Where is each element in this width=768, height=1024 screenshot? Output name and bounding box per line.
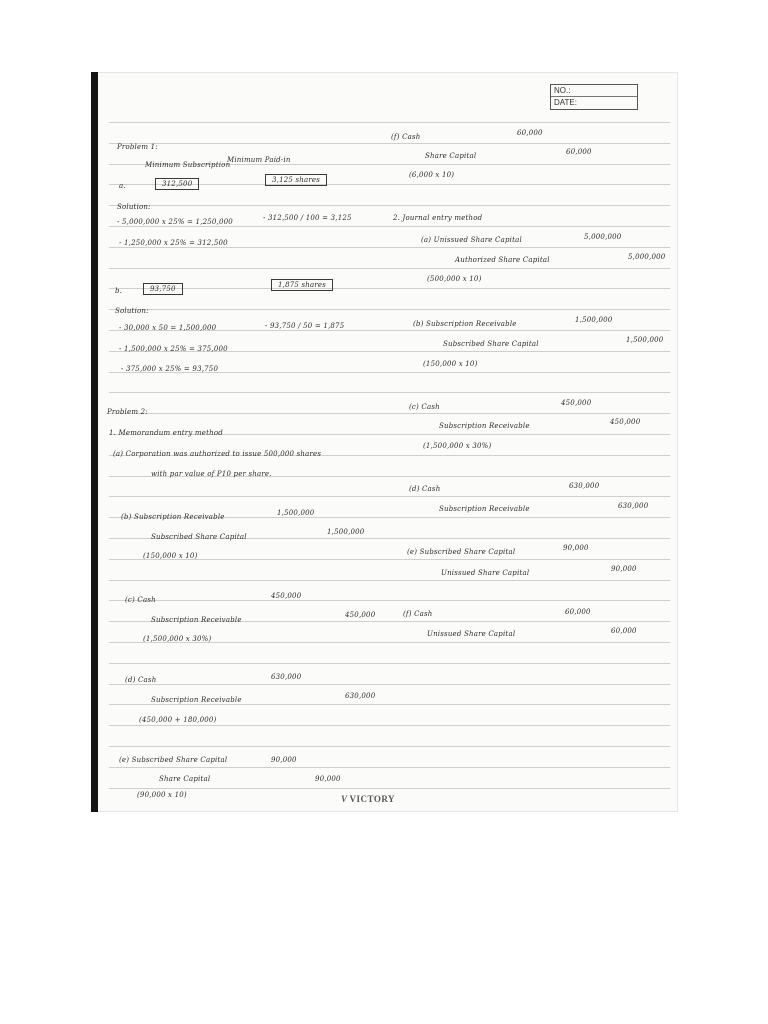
- right-line: 60,000: [517, 129, 543, 137]
- right-line: (c) Cash: [409, 403, 440, 411]
- right-line: (d) Cash: [409, 485, 441, 493]
- ruled-line: [109, 663, 670, 664]
- ruled-line: [109, 288, 670, 289]
- left-line: (150,000 x 10): [143, 552, 198, 560]
- left-line: - 93,750 / 50 = 1,875: [265, 322, 345, 330]
- left-line: 90,000: [315, 775, 341, 783]
- right-line: 60,000: [611, 627, 637, 635]
- brand-mark-icon: V: [341, 794, 348, 804]
- ruled-line: [109, 143, 670, 144]
- left-line: Subscribed Share Capital: [151, 533, 247, 541]
- left-line: 1,500,000: [277, 509, 315, 517]
- notebook-page: [91, 72, 678, 812]
- right-line: (a) Unissued Share Capital: [421, 236, 522, 244]
- left-line: a.: [119, 182, 126, 190]
- brand-name: VICTORY: [349, 794, 396, 804]
- left-line: b.: [115, 287, 123, 295]
- right-line: (150,000 x 10): [423, 360, 478, 368]
- left-line: (e) Subscribed Share Capital: [119, 756, 228, 764]
- left-line: 1,500,000: [327, 528, 365, 536]
- left-line: 450,000: [345, 611, 376, 619]
- left-line: Solution:: [115, 307, 149, 315]
- left-line: Solution:: [117, 203, 151, 211]
- left-line: 3,125 shares: [265, 174, 327, 186]
- left-line: 93,750: [143, 283, 183, 295]
- brand-logo: [341, 794, 395, 804]
- right-line: (b) Subscription Receivable: [413, 320, 517, 328]
- left-line: Subscription Receivable: [151, 696, 242, 704]
- ruled-line: [109, 767, 670, 768]
- right-line: Subscription Receivable: [439, 505, 530, 513]
- left-line: - 312,500 / 100 = 3,125: [263, 214, 352, 222]
- right-line: (f) Cash: [391, 133, 421, 141]
- no-label: NO.:: [551, 85, 637, 97]
- left-line: 1. Memorandum entry method: [109, 429, 223, 437]
- left-line: 630,000: [271, 673, 302, 681]
- right-line: 2. Journal entry method: [393, 214, 483, 222]
- right-line: 60,000: [566, 148, 592, 156]
- left-line: - 1,500,000 x 25% = 375,000: [119, 345, 228, 353]
- right-line: 5,000,000: [584, 233, 622, 241]
- ruled-line: [109, 268, 670, 269]
- ruled-line: [109, 704, 670, 705]
- left-line: Subscription Receivable: [151, 616, 242, 624]
- left-line: Share Capital: [159, 775, 211, 783]
- left-line: (c) Cash: [125, 596, 156, 604]
- right-line: (6,000 x 10): [409, 171, 455, 179]
- ruled-line: [109, 122, 670, 123]
- right-line: (500,000 x 10): [427, 275, 482, 283]
- right-line: 90,000: [563, 544, 589, 552]
- right-line: 1,500,000: [575, 316, 613, 324]
- left-line: 90,000: [271, 756, 297, 764]
- right-line: 1,500,000: [626, 336, 664, 344]
- ruled-line: [109, 580, 670, 581]
- ruled-line: [109, 496, 670, 497]
- ruled-line: [109, 725, 670, 726]
- no-date-box: [550, 84, 638, 110]
- ruled-line: [109, 392, 670, 393]
- right-line: Unissued Share Capital: [441, 569, 530, 577]
- page-binding-edge: [91, 72, 98, 812]
- ruled-line: [109, 247, 670, 248]
- ruled-line: [109, 746, 670, 747]
- right-line: Subscription Receivable: [439, 422, 530, 430]
- ruled-line: [109, 413, 670, 414]
- ruled-line: [109, 226, 670, 227]
- left-line: with par value of P10 per share.: [151, 470, 272, 478]
- left-line: - 5,000,000 x 25% = 1,250,000: [117, 218, 233, 226]
- right-line: Share Capital: [425, 152, 477, 160]
- left-line: (90,000 x 10): [137, 791, 187, 799]
- right-line: Subscribed Share Capital: [443, 340, 539, 348]
- left-line: Minimum Paid-in: [227, 156, 291, 164]
- left-line: Minimum Subscription: [145, 161, 231, 169]
- right-line: Authorized Share Capital: [455, 256, 550, 264]
- left-line: Problem 1:: [117, 143, 158, 151]
- left-line: 450,000: [271, 592, 302, 600]
- right-line: 60,000: [565, 608, 591, 616]
- right-line: Unissued Share Capital: [427, 630, 516, 638]
- left-line: (450,000 + 180,000): [139, 716, 217, 724]
- right-line: 630,000: [618, 502, 649, 510]
- date-label: DATE:: [554, 98, 577, 107]
- left-line: 630,000: [345, 692, 376, 700]
- left-line: 1,875 shares: [271, 279, 333, 291]
- right-line: 5,000,000: [628, 253, 666, 261]
- right-line: (f) Cash: [403, 610, 433, 618]
- right-line: 630,000: [569, 482, 600, 490]
- ruled-line: [109, 205, 670, 206]
- left-line: (d) Cash: [125, 676, 157, 684]
- left-line: 312,500: [155, 178, 199, 190]
- left-line: - 1,250,000 x 25% = 312,500: [119, 239, 228, 247]
- left-line: - 375,000 x 25% = 93,750: [121, 365, 219, 373]
- ruled-line: [109, 684, 670, 685]
- ruled-line: [109, 600, 670, 601]
- right-line: 450,000: [610, 418, 641, 426]
- right-line: (1,500,000 x 30%): [423, 442, 492, 450]
- ruled-line: [109, 309, 670, 310]
- left-line: (1,500,000 x 30%): [143, 635, 212, 643]
- ruled-line: [109, 788, 670, 789]
- left-line: (b) Subscription Receivable: [121, 513, 225, 521]
- left-line: - 30,000 x 50 = 1,500,000: [119, 324, 217, 332]
- left-line: (a) Corporation was authorized to issue 500,000 shares: [113, 450, 322, 458]
- right-line: 450,000: [561, 399, 592, 407]
- left-line: Problem 2:: [107, 408, 148, 416]
- right-line: (e) Subscribed Share Capital: [407, 548, 516, 556]
- right-line: 90,000: [611, 565, 637, 573]
